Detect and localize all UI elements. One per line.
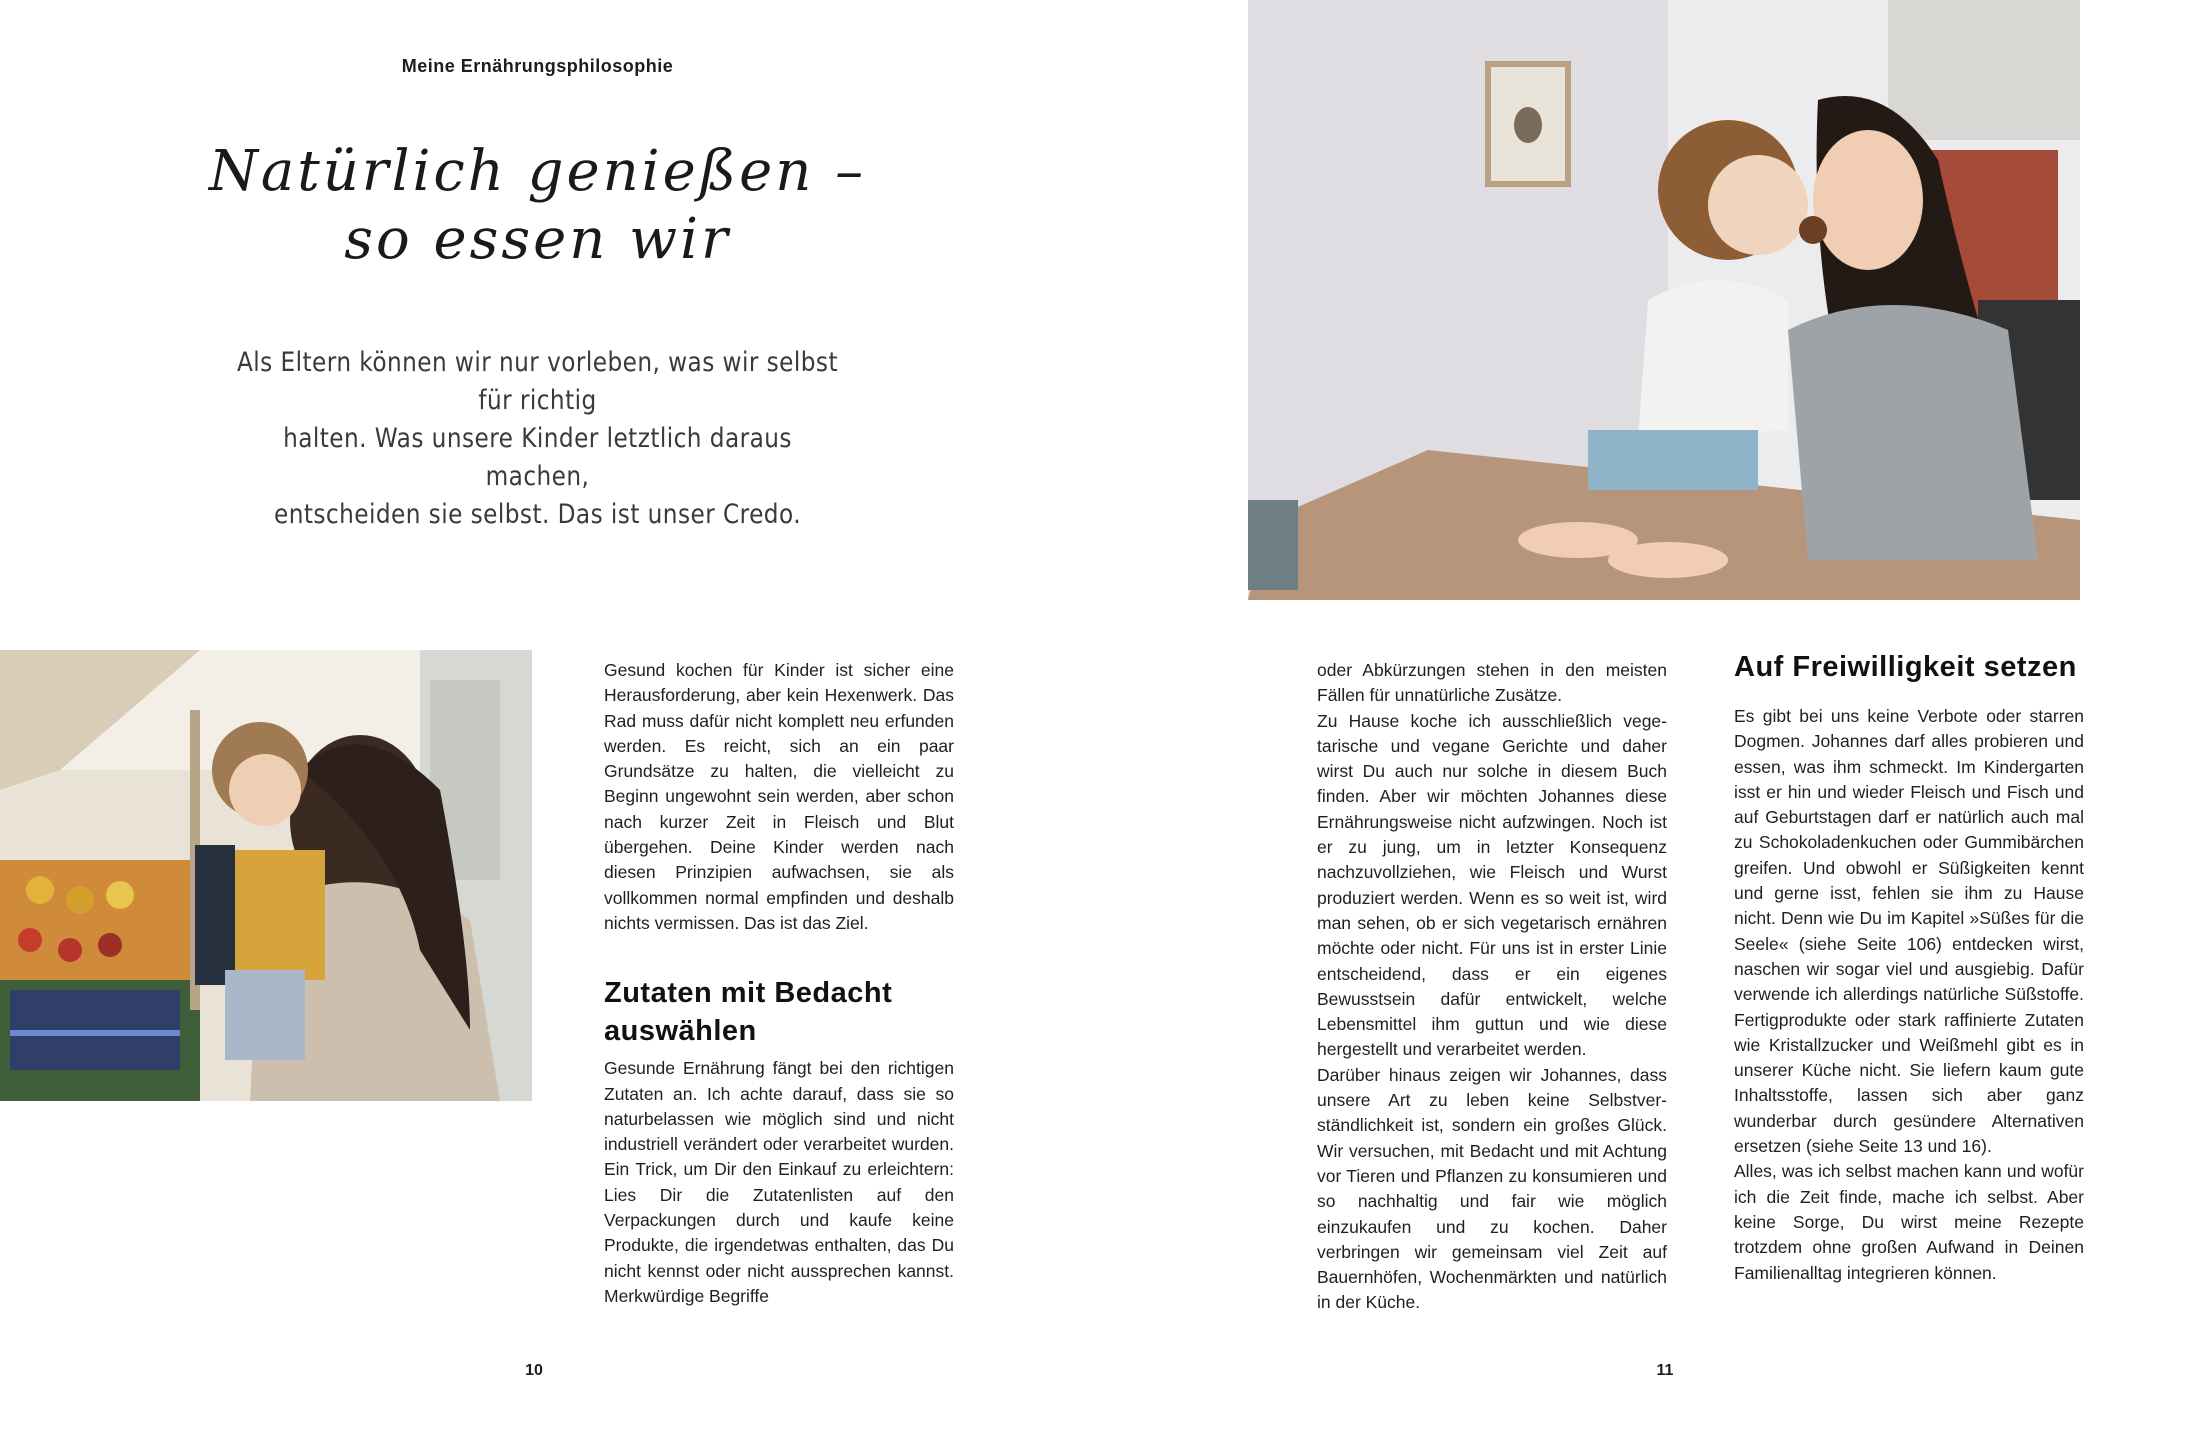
body-paragraph: Alles, was ich selbst machen kann und wofür ich die Zeit finde, mache ich selbst. Aber keine Sorge, Du wirst meine Rezepte trotzdem ohne großen Aufwand in Deinen Familienalltag integrieren können. [1734,1161,2084,1283]
page-number-left: 10 [525,1362,543,1379]
intro-line-3: entscheiden sie selbst. Das ist unser Credo. [273,499,802,530]
kitchen-photo [1248,0,2080,600]
text-column-1 [604,658,954,1309]
text-column-3 [1734,648,2084,1286]
body-paragraph: Zu Hause koche ich ausschließlich vegetarische und vegane Gerichte und daher wirst Du auch nur solche in diesem Buch finden. Aber wir möchten Johannes diese Ernährungsweise nicht aufzwingen. Noch ist er zu jung, um in letzter Konsequenz nachzuvollziehen, wie Fleisch und Wurst produziert werden. Wenn es so weit ist, wird man sehen, ob er sich vegetarisch ernähren möchte oder nicht. Für uns ist in erster Linie entscheidend, dass er ein eigenes Bewusstsein dafür entwickelt, welche Lebensmittel ihm guttun und wie diese hergestellt und verarbeitet werden. [1317,710,1667,1060]
chapter-title-line-2: so essen wir [344,207,731,272]
section-heading-voluntary: Auf Freiwilligkeit setzen [1734,651,2077,683]
market-photo [0,650,532,1101]
body-paragraph: Gesunde Ernährung fängt bei den richtigen Zutaten an. Ich achte darauf, dass sie so naturbelassen wie möglich sind und nicht industriell verändert oder verarbeitet wurden. Ein Trick, um Dir den Einkauf zu erleichtern: Lies Dir die Zutatenlisten auf den Verpackungen durch und kaufe keine Produkte, die irgendetwas enthalten, das Du nicht kennst oder nicht aussprechen kannst. Merkwürdige Begriffe [604,1058,954,1306]
intro-line-1: Als Eltern können wir nur vorleben, was wir selbst für richtig [236,347,839,416]
body-paragraph: Gesund kochen für Kinder ist sicher eine Herausforderung, aber kein Hexenwerk. Das Rad muss dafür nicht komplett neu erfunden werden. Es reicht, sich an ein paar Grundsätze zu halten, die vielleicht zu Beginn ungewohnt sein werden, aber schon nach kurzer Zeit in Fleisch und Blut übergehen. Deine Kinder werden nach diesen Prinzipien aufwachsen, sie als vollkommen normal empfinden und deshalb nichts vermissen. Das ist das Ziel. [604,660,954,933]
intro-line-2: halten. Was unsere Kinder letztlich daraus machen, [283,423,792,492]
running-head: Meine Ernährungsphilosophie [401,56,674,76]
chapter-title-line-1: Natürlich genießen – [208,139,867,204]
body-paragraph: Es gibt bei uns keine Verbote oder starren Dogmen. Johannes darf alles probieren und essen, was ihm schmeckt. Im Kindergarten isst er hin und wieder Fleisch und Fisch und auf Geburtstagen darf er natürlich auch mal zu Schokoladenkuchen oder Gummibärchen greifen. Und obwohl er Süßigkeiten kennt und gerne isst, fehlen sie ihm zu Hause nicht. Denn wie Du im Kapitel »Süßes für die Seele« (siehe Seite 106) entdecken wirst, naschen wir sogar viel und ausgiebig. Dafür verwende ich allerdings natürliche Süßstoffe. Fertigprodukte oder stark raffinierte Zutaten wie Kristallzucker und Weißmehl gibt es in unserer Küche nicht. Sie liefern kaum gute Inhaltsstoffe, lassen sich aber ganz wunderbar durch gesündere Alternativen ersetzen (siehe Seite 13 und 16). [1734,706,2084,1157]
body-paragraph: oder Abkürzungen stehen in den meisten Fällen für unnatürliche Zusätze. [1317,660,1667,706]
intro-text [230,344,845,534]
chapter-title [0,138,1075,274]
section-heading-ingredients: Zutaten mit Bedacht auswählen [604,977,893,1048]
body-paragraph: Darüber hinaus zeigen wir Johannes, dass unsere Art zu leben keine Selbstverständlichkeit ist, sondern ein großes Glück. Wir versuchen, mit Bedacht und mit Achtung vor Tieren und Pflanzen zu konsumieren und so nachhaltig und fair wie möglich einzukaufen und zu kochen. Daher verbringen wir gemeinsam viel Zeit auf Bauernhöfen, Wochenmärkten und natürlich in der Küche. [1317,1064,1667,1313]
page-number-right: 11 [1656,1362,1674,1379]
text-column-2 [1317,658,1667,1316]
